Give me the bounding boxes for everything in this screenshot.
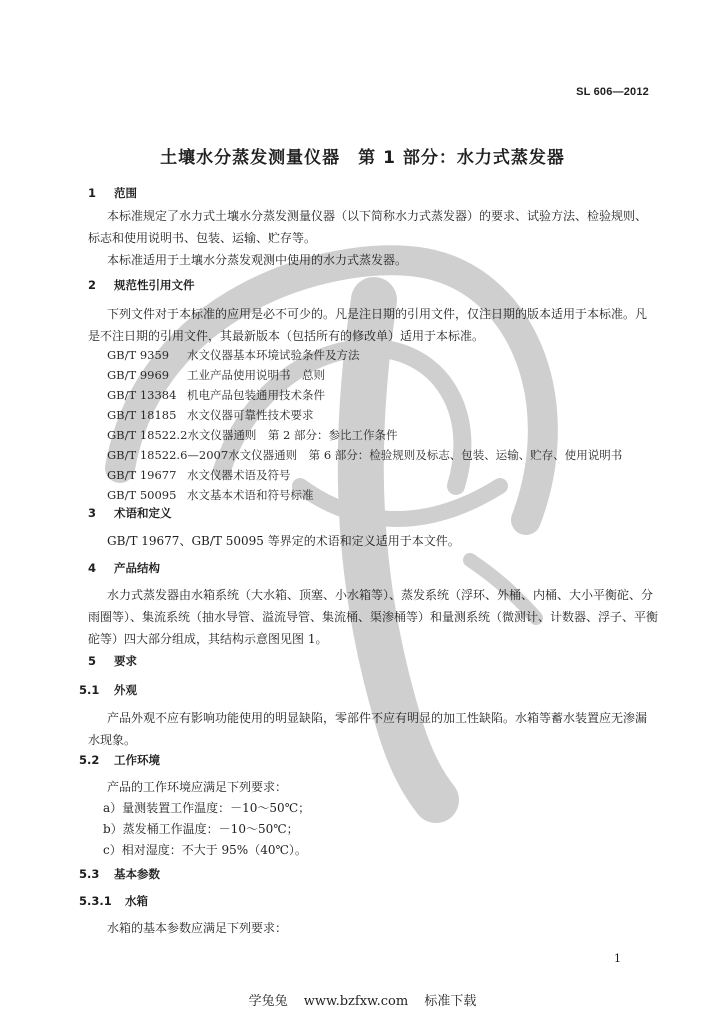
section-heading xyxy=(88,560,160,576)
list-item: b）蒸发桶工作温度：－10～50℃； xyxy=(103,822,299,836)
footer-url[interactable]: www.bzfxw.com xyxy=(303,994,409,1009)
reference-code: GB/T 18522.6—2007 xyxy=(107,448,229,462)
section-title: 水箱 xyxy=(125,894,149,908)
list-item: c）相对湿度：不大于 95%（40℃）。 xyxy=(103,843,307,857)
section-title: 规范性引用文件 xyxy=(114,278,195,292)
document-title: 土壤水分蒸发测量仪器 第 1 部分：水力式蒸发器 xyxy=(160,148,565,168)
reference-code: GB/T 18522.2 xyxy=(107,428,188,442)
paragraph: 水力式蒸发器由水箱系统（大水箱、顶塞、小水箱等）、蒸发系统（浮环、外桶、内桶、大小平衡砣、分雨圈等）、集流系统（抽水导管、溢流导管、集流桶、渠渗桶等）和量测系统（微测计、计数器、浮子、平衡砣等）四大部分组成，其结构示意图见图 1。 xyxy=(88,588,659,646)
paragraph: 产品的工作环境应满足下列要求： xyxy=(107,780,288,794)
subsection-heading xyxy=(79,682,137,698)
reference-item xyxy=(107,445,622,465)
reference-title: 水文仪器基本环境试验条件及方法 xyxy=(187,348,360,362)
paragraph: 产品外观不应有影响功能使用的明显缺陷，零部件不应有明显的加工性缺陷。水箱等蓄水装置应无渗漏水现象。 xyxy=(88,711,648,747)
reference-title: 机电产品包装通用技术条件 xyxy=(187,388,325,402)
section-number: 2 xyxy=(88,278,97,292)
paragraph: 水箱的基本参数应满足下列要求： xyxy=(107,921,288,935)
reference-item xyxy=(107,465,622,485)
section-number: 1 xyxy=(88,186,97,200)
section-number: 5.2 xyxy=(79,753,100,767)
subsection-heading xyxy=(79,866,160,882)
reference-title: 工业产品使用说明书 总则 xyxy=(187,368,325,382)
reference-code: GB/T 13384 xyxy=(107,388,177,402)
section-number: 4 xyxy=(88,561,97,575)
section-title: 基本参数 xyxy=(114,867,161,881)
section-number: 5.1 xyxy=(79,683,100,697)
section-title: 产品结构 xyxy=(114,561,161,575)
reference-list xyxy=(107,345,622,505)
reference-code: GB/T 18185 xyxy=(107,408,177,422)
reference-code: GB/T 50095 xyxy=(107,488,177,502)
reference-title: 水文基本术语和符号标准 xyxy=(187,488,314,502)
reference-item xyxy=(107,485,622,505)
section-title: 外观 xyxy=(114,683,138,697)
reference-title: 水文仪器术语及符号 xyxy=(187,468,291,482)
section-number: 5.3.1 xyxy=(79,894,112,908)
section-number: 3 xyxy=(88,506,97,520)
section-title: 术语和定义 xyxy=(114,506,172,520)
footer-label: 标准下载 xyxy=(424,994,477,1009)
section-heading xyxy=(88,505,172,521)
list-item: a）量测装置工作温度：－10～50℃； xyxy=(103,801,311,815)
subsection-heading xyxy=(79,893,148,909)
footer-site-name: 学兔兔 xyxy=(248,994,288,1009)
subsection-heading xyxy=(79,752,160,768)
reference-title: 水文仪器通则 第 2 部分：参比工作条件 xyxy=(187,428,398,442)
reference-code: GB/T 19677 xyxy=(107,468,177,482)
footer xyxy=(0,990,725,1009)
paragraph: GB/T 19677、GB/T 50095 等界定的术语和定义适用于本文件。 xyxy=(107,534,460,548)
section-heading xyxy=(88,653,137,669)
reference-item xyxy=(107,345,622,365)
paragraph: 本标准适用于土壤水分蒸发观测中使用的水力式蒸发器。 xyxy=(107,253,408,267)
reference-code: GB/T 9359 xyxy=(107,348,170,362)
paragraph: 本标准规定了水力式土壤水分蒸发测量仪器（以下简称水力式蒸发器）的要求、试验方法、检验规则、标志和使用说明书、包装、运输、贮存等。 xyxy=(88,209,648,245)
section-title: 工作环境 xyxy=(114,753,161,767)
reference-code: GB/T 9969 xyxy=(107,368,170,382)
section-number: 5 xyxy=(88,654,97,668)
section-number: 5.3 xyxy=(79,867,100,881)
section-heading xyxy=(88,277,195,293)
standard-code: SL 606—2012 xyxy=(576,86,649,98)
section-title: 范围 xyxy=(114,186,138,200)
reference-item xyxy=(107,405,622,425)
section-title: 要求 xyxy=(114,654,138,668)
page-number: 1 xyxy=(614,952,621,965)
paragraph: 下列文件对于本标准的应用是必不可少的。凡是注日期的引用文件，仅注日期的版本适用于本标准。凡是不注日期的引用文件，其最新版本（包括所有的修改单）适用于本标准。 xyxy=(88,307,648,343)
reference-title: 水文仪器通则 第 6 部分：检验规则及标志、包装、运输、贮存、使用说明书 xyxy=(228,448,623,462)
reference-item xyxy=(107,425,622,445)
reference-item xyxy=(107,365,622,385)
reference-item xyxy=(107,385,622,405)
reference-title: 水文仪器可靠性技术要求 xyxy=(187,408,314,422)
section-heading xyxy=(88,185,137,201)
